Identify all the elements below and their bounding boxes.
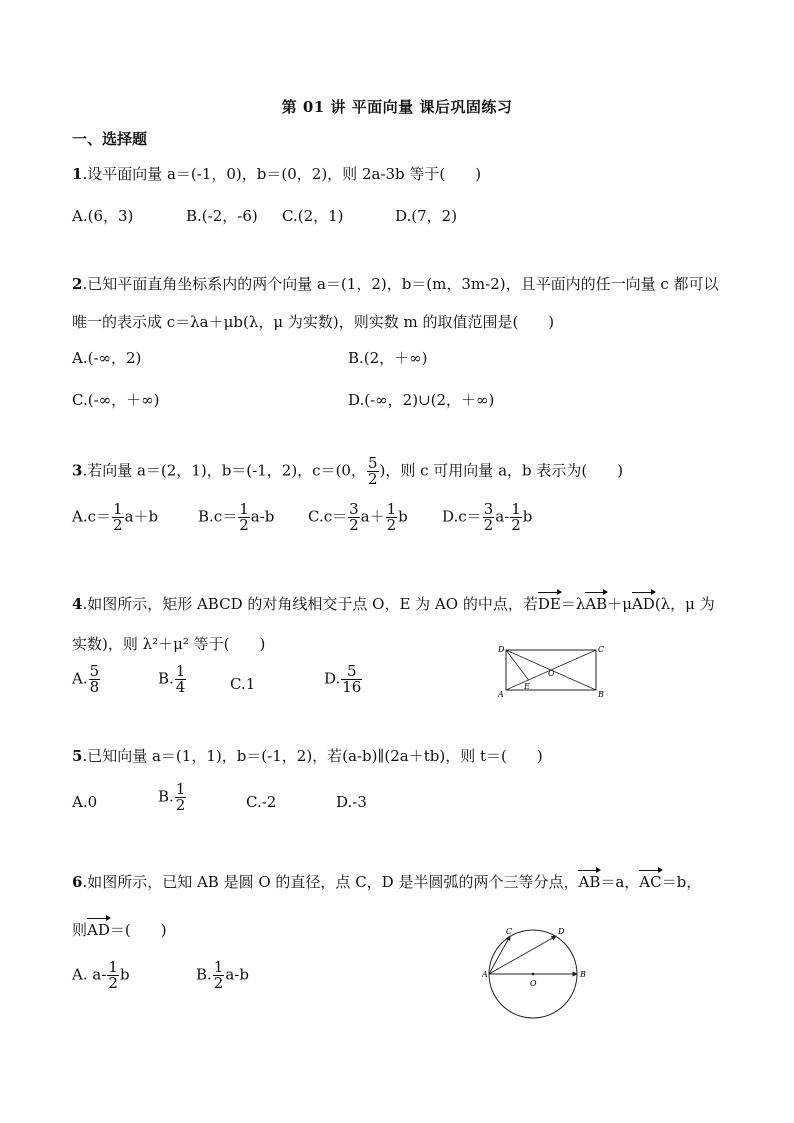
q2-option-a: A.(-∞，2) xyxy=(72,349,142,367)
label-a: A xyxy=(498,690,504,699)
label-b: B xyxy=(580,970,586,979)
q6-option-a: A. a- $\frac{1}{2}$ b xyxy=(72,958,130,992)
question-4: 4.如图所示，矩形 ABCD 的对角线相交于点 O，E 为 AO 的中点，若DE＝λAB＋μAD(λ，μ 为 xyxy=(72,595,715,613)
label-d: D xyxy=(558,927,565,936)
q2-option-b: B.(2，＋∞) xyxy=(348,349,428,367)
q4-option-b: B. $\frac{1}{4}$ xyxy=(158,662,186,696)
question-number: 6 xyxy=(72,873,83,891)
label-e: E xyxy=(524,682,530,691)
question-3: 3.若向量 a＝(2，1)，b＝(-1，2)，c＝(0， $\frac{5}{2}$ )，则 c 可用向量 a，b 表示为( ) xyxy=(72,454,624,488)
question-2 xyxy=(72,274,719,294)
label-o: O xyxy=(548,669,555,678)
question-1 xyxy=(72,164,481,184)
q4-option-a: A. $\frac{5}{8}$ xyxy=(72,662,100,696)
question-number: 2 xyxy=(72,275,83,293)
q4-option-d: D. $\frac{5}{16}$ xyxy=(324,662,362,696)
rectangle-figure xyxy=(494,642,604,700)
q1-option-b: B.(-2，-6) xyxy=(186,207,258,225)
label-b: B xyxy=(598,690,604,699)
page-title: 第 01 讲 平面向量 课后巩固练习 xyxy=(281,98,513,116)
q1-option-d: D.(7，2) xyxy=(395,207,458,225)
question-number: 5 xyxy=(72,747,83,765)
q5-option-d: D.-3 xyxy=(336,793,367,811)
vector-de: DE xyxy=(537,595,561,613)
segment-de xyxy=(506,650,529,680)
q6-option-b: B. $\frac{1}{2}$ a-b xyxy=(196,958,249,992)
question-stem: .如图所示，矩形 ABCD 的对角线相交于点 O，E 为 AO 的中点，若 xyxy=(82,595,538,613)
question-number: 1 xyxy=(72,165,83,183)
q5-option-b: B. $\frac{1}{2}$ xyxy=(158,780,186,814)
label-c: C xyxy=(598,645,604,654)
q3-option-d: D.c＝ $\frac{3}{2}$ a- $\frac{1}{2}$ b xyxy=(442,500,533,534)
question-6: 6.如图所示，已知 AB 是圆 O 的直径，点 C，D 是半圆弧的两个三等分点，AB＝a，AC＝b， xyxy=(72,873,702,891)
question-number: 4 xyxy=(72,595,83,613)
circle-figure xyxy=(482,922,592,1022)
label-d: D xyxy=(498,645,505,654)
question-stem: .如图所示，已知 AB 是圆 O 的直径，点 C，D 是半圆弧的两个三等分点， xyxy=(82,873,579,891)
label-a: A xyxy=(482,970,488,979)
question-stem: .若向量 a＝(2，1)，b＝(-1，2)，c＝(0， xyxy=(82,461,366,480)
fraction: $\frac{5}{2}$ xyxy=(367,454,378,488)
q1-option-c: C.(2，1) xyxy=(282,207,344,225)
vector-ab: AB xyxy=(578,873,601,891)
question-stem: .设平面向量 a＝(-1，0)，b＝(0，2)，则 2a-3b 等于( ) xyxy=(82,165,482,183)
label-c: C xyxy=(506,927,513,936)
question-4-line-2: 实数)，则 λ²＋μ² 等于( ) xyxy=(72,635,266,653)
q1-option-a: A.(6，3) xyxy=(72,207,134,225)
question-2-line-2: 唯一的表示成 c＝λa＋μb(λ，μ 为实数)，则实数 m 的取值范围是( ) xyxy=(72,313,555,331)
question-stem: .已知向量 a＝(1，1)，b＝(-1，2)，若(a-b)∥(2a＋tb)，则 t＝( ) xyxy=(82,747,543,765)
vector-ad: AD xyxy=(87,921,110,939)
question-stem: .已知平面直角坐标系内的两个向量 a＝(1，2)，b＝(m，3m-2)，且平面内的任一向量 c 都可以 xyxy=(82,275,719,293)
vector-ad: AD xyxy=(631,595,655,613)
label-o: O xyxy=(530,979,537,988)
question-number: 3 xyxy=(72,461,83,480)
q2-option-c: C.(-∞，＋∞) xyxy=(72,391,160,409)
q5-option-a: A.0 xyxy=(72,793,98,811)
q5-option-c: C.-2 xyxy=(246,793,277,811)
section-heading: 一、选择题 xyxy=(72,130,148,148)
question-5 xyxy=(72,746,543,766)
q3-option-c: C.c＝ $\frac{3}{2}$ a＋ $\frac{1}{2}$ b xyxy=(308,500,408,534)
q4-option-c: C.1 xyxy=(230,675,256,693)
q3-option-b: B.c＝ $\frac{1}{2}$ a-b xyxy=(198,500,275,534)
q2-option-d: D.(-∞，2)∪(2，＋∞) xyxy=(348,391,495,409)
q3-option-a: A.c＝ $\frac{1}{2}$ a＋b xyxy=(72,500,159,534)
vector-ac: AC xyxy=(639,873,662,891)
center-point xyxy=(532,973,535,976)
question-6-line-2: 则AD＝( ) xyxy=(72,921,167,939)
vector-ab: AB xyxy=(585,595,608,613)
